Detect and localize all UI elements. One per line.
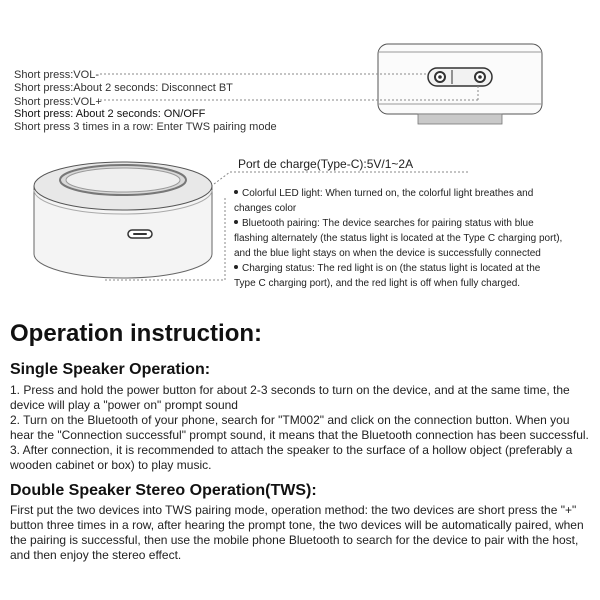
bullet-icon	[234, 220, 238, 224]
tws-label: Short press 3 times in a row: Enter TWS pairing mode	[14, 121, 277, 133]
page-title: Operation instruction:	[10, 320, 262, 347]
list-item: 1. Press and hold the power button for about 2-3 seconds to turn on the device, and at the same time, the device will play a "power on" prompt sound	[10, 383, 570, 412]
onoff-label: Short press: About 2 seconds: ON/OFF	[14, 108, 206, 120]
list-item: 3. After connection, it is recommended to attach the speaker to the surface of a hollow object (preferably a wooden cabinet or box) to play music.	[10, 443, 573, 472]
bullet-icon	[234, 190, 238, 194]
charge-port-label: Port de charge(Type-C):5V/1~2A	[238, 157, 414, 171]
annotation-bluetooth: Bluetooth pairing: The device searches for pairing status with blue flashing alternately (the status light is located at the Type C charging port), and the blue light stays on when the device is successfully connected	[234, 218, 563, 259]
single-speaker-list	[10, 383, 592, 473]
vol-plus-label: Short press:VOL+	[14, 96, 102, 108]
bullet-icon	[234, 265, 238, 269]
vol-minus-label: Short press:VOL-	[14, 69, 99, 81]
list-item: 2. Turn on the Bluetooth of your phone, search for "TM002" and click on the connection button. When you hear the "Connection successful" prompt sound, it means that the Bluetooth connection has been successful.	[10, 413, 589, 442]
annotation-led: Colorful LED light: When turned on, the colorful light breathes and changes color	[234, 188, 534, 214]
double-speaker-text: First put the two devices into TWS pairing mode, operation method: the two devices are short press the "+" button three times in a row, after hearing the prompt tone, the two devices will be automatically paired, when the pairing is successful, then use the mobile phone Bluetooth to search for the device to pair with the host, and then enjoy the stereo effect.	[10, 503, 584, 562]
usb-c-port	[128, 230, 152, 238]
speaker-perspective-view	[28, 150, 218, 285]
double-speaker-heading: Double Speaker Stereo Operation(TWS):	[10, 482, 317, 499]
single-speaker-heading: Single Speaker Operation:	[10, 361, 211, 378]
annotation-list	[234, 186, 564, 291]
annotation-charging: Charging status: The red light is on (the status light is located at the Type C charging port), and the red light is off when fully charged.	[234, 263, 541, 289]
disconnect-label: Short press:About 2 seconds: Disconnect BT	[14, 82, 233, 94]
